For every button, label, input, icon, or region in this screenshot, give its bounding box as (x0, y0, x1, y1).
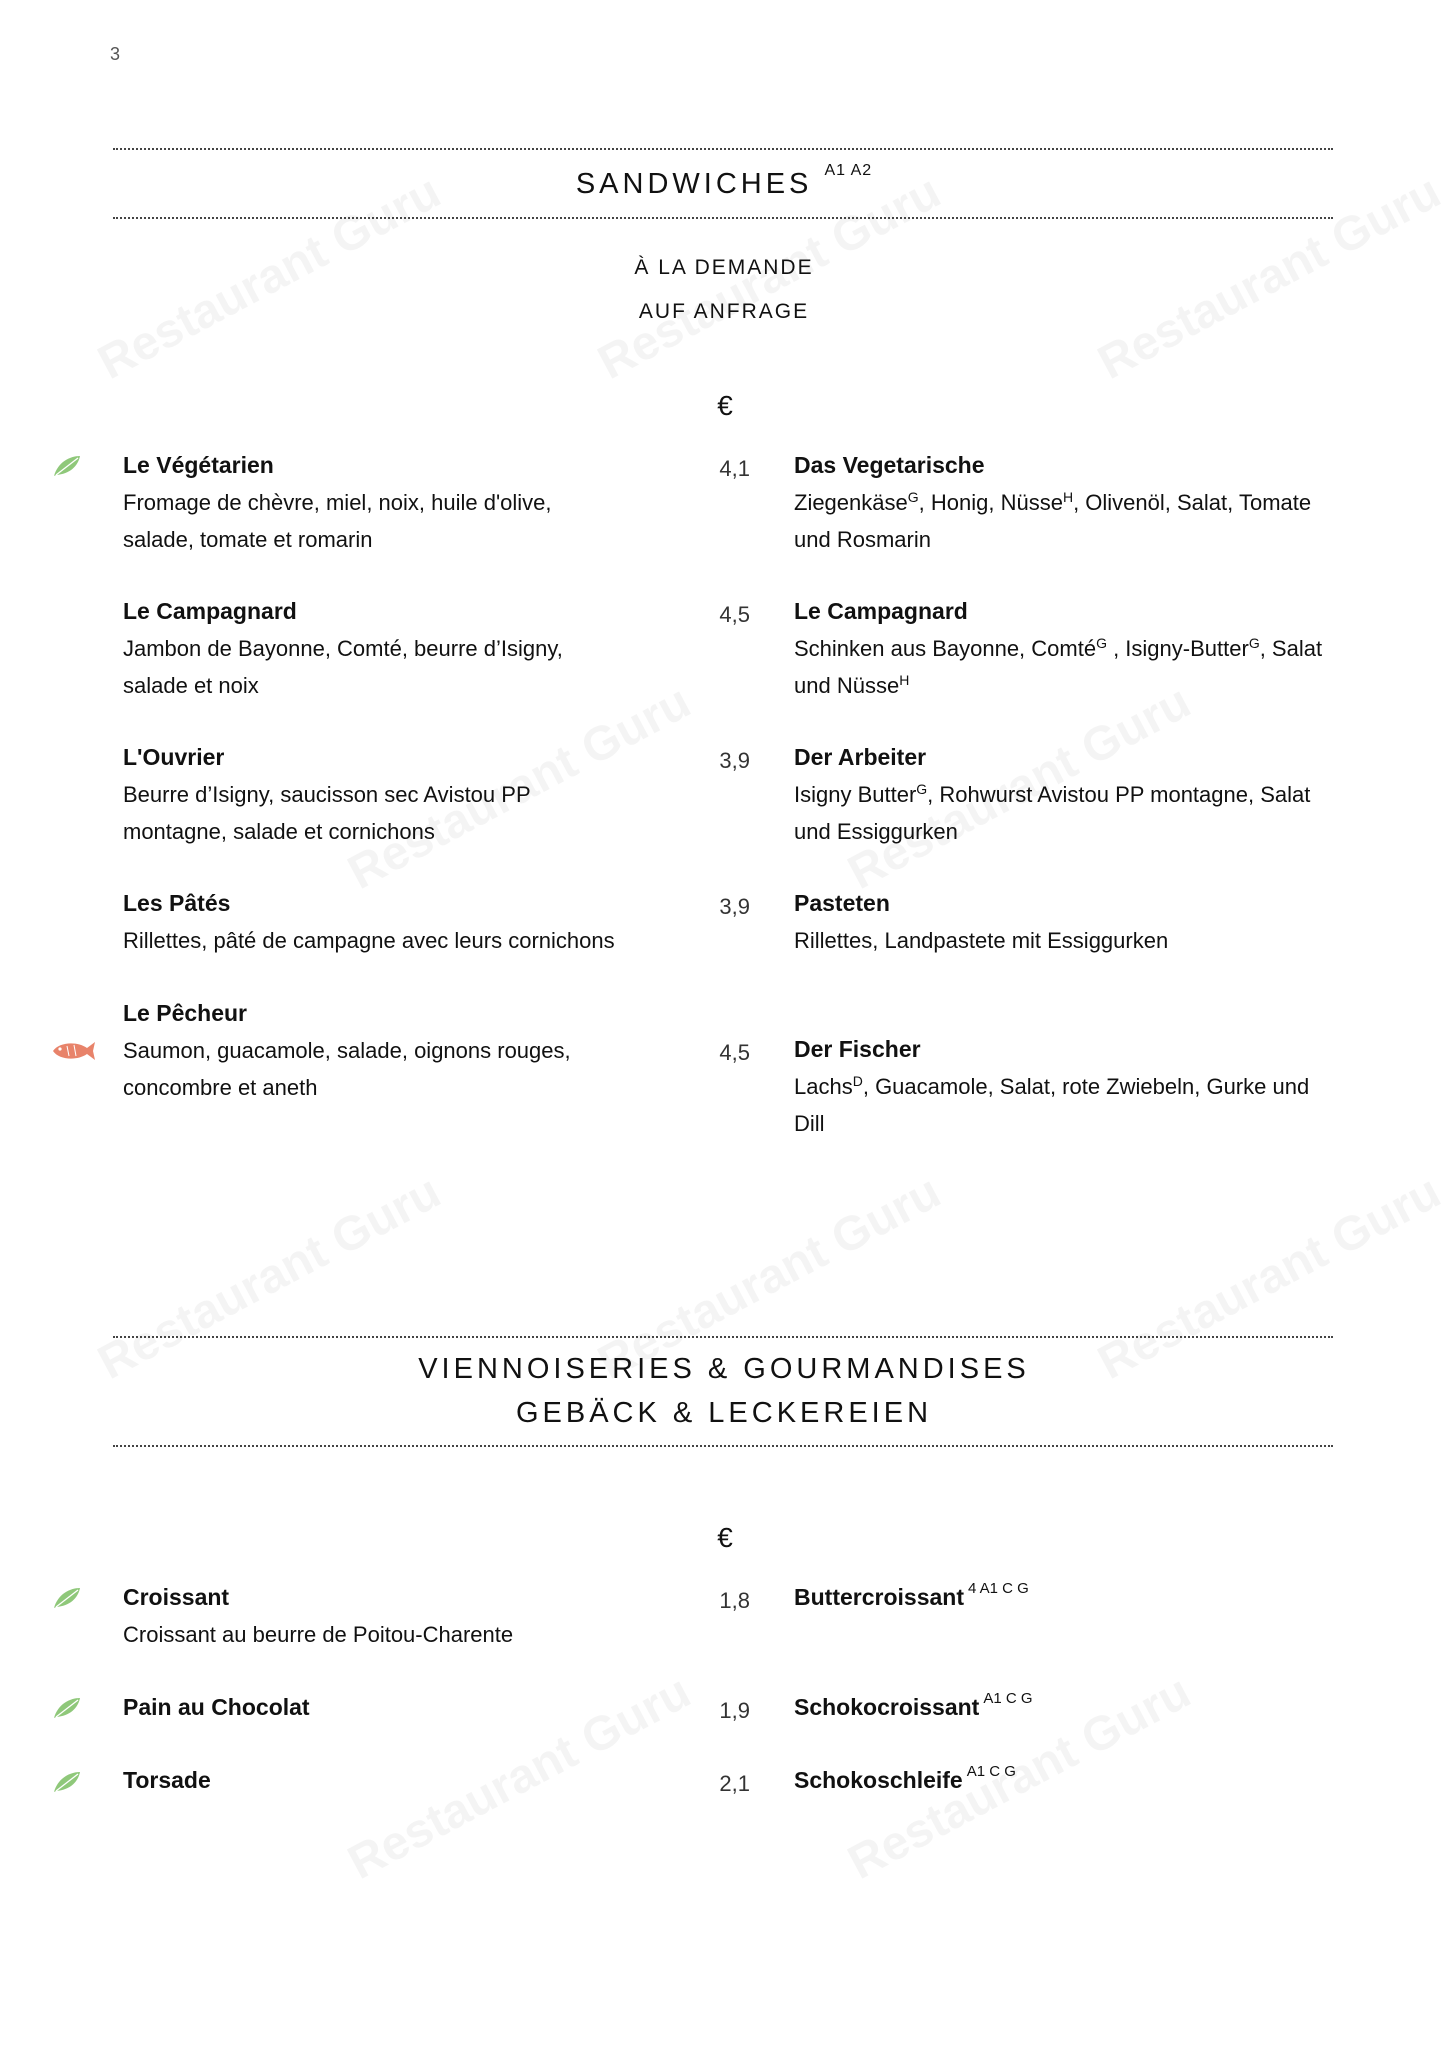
item-name-fr: Le Campagnard (123, 598, 297, 624)
section-title-sandwiches: SANDWICHES $^{A1 A2}$ (575, 162, 873, 200)
item-name-de: Pasteten (794, 890, 890, 916)
leaf-icon (52, 454, 82, 478)
item-description-de: Ziegenkäse$^G$, Honig, Nüsse$^H$, Olivenöl, Salat, Tomate und Rosmarin (794, 489, 1312, 552)
item-price: 3,9 (719, 748, 750, 773)
allergen-codes: A1 C G (983, 1690, 1033, 1707)
item-name-fr: Le Pêcheur (123, 1000, 247, 1026)
item-description-fr: Fromage de chèvre, miel, noix, huile d'olive, salade, tomate et romarin (123, 490, 552, 552)
item-name-de: Das Vegetarische (794, 452, 985, 478)
item-price: 4,1 (719, 456, 750, 481)
item-description-de: Schinken aus Bayonne, Comté$^G$ , Isigny-Butter$^G$, Salat und Nüsse$^H$ (794, 635, 1323, 698)
item-name-fr: Les Pâtés (123, 890, 231, 916)
item-description-fr: Beurre d’Isigny, saucisson sec Avistou PP montagne, salade et cornichons (123, 782, 531, 844)
item-price: 1,8 (719, 1588, 750, 1613)
item-name-de: Buttercroissant $^{4 A1 C G}$ (794, 1580, 1029, 1610)
leaf-icon (52, 1696, 82, 1720)
item-name-fr: Torsade (123, 1767, 211, 1793)
item-name-de: Schokocroissant $^{A1 C G}$ (794, 1690, 1033, 1720)
item-description-de: Rillettes, Landpastete mit Essiggurken (794, 928, 1169, 953)
fish-icon (47, 1038, 97, 1064)
item-price: 1,9 (719, 1698, 750, 1723)
item-name-de: Der Arbeiter (794, 744, 927, 770)
item-description-fr: Jambon de Bayonne, Comté, beurre d’Isigny, salade et noix (123, 636, 563, 698)
item-description-fr: Croissant au beurre de Poitou-Charente (123, 1622, 514, 1647)
item-description-de: Isigny Butter$^G$, Rohwurst Avistou PP montagne, Salat und Essiggurken (794, 781, 1311, 844)
item-price: 3,9 (719, 894, 750, 919)
item-description-fr: Rillettes, pâté de campagne avec leurs cornichons (123, 928, 615, 953)
subtitle-de: AUF ANFRAGE (638, 300, 810, 323)
divider (113, 217, 1333, 219)
leaf-icon (52, 1770, 82, 1794)
item-description-fr: Saumon, guacamole, salade, oignons rouges, concombre et aneth (123, 1038, 571, 1100)
item-name-fr: Croissant (123, 1584, 230, 1610)
divider (113, 1445, 1333, 1447)
item-name-de: Le Campagnard (794, 598, 968, 624)
subtitle-fr: À LA DEMANDE (634, 256, 814, 279)
item-name-fr: Le Végétarien (123, 452, 274, 478)
item-name-fr: L'Ouvrier (123, 744, 225, 770)
item-price: 2,1 (719, 1771, 750, 1796)
item-name-de: Schokoschleife $^{A1 C G}$ (794, 1763, 1016, 1793)
divider (113, 1336, 1333, 1338)
allergen-codes: A1 C G (966, 1763, 1016, 1780)
item-name-de: Der Fischer (794, 1036, 921, 1062)
divider (113, 148, 1333, 150)
currency-symbol: € (717, 1522, 733, 1553)
item-name-fr: Pain au Chocolat (123, 1694, 310, 1720)
section-title-pastries-de: GEBÄCK & LECKEREIEN (515, 1397, 933, 1429)
item-price: 4,5 (719, 1040, 750, 1065)
currency-symbol: € (717, 390, 733, 421)
allergen-codes: A1 A2 (824, 162, 873, 179)
item-price: 4,5 (719, 602, 750, 627)
leaf-icon (52, 1586, 82, 1610)
item-description-de: Lachs$^D$, Guacamole, Salat, rote Zwiebeln, Gurke und Dill (794, 1073, 1310, 1136)
page-number: 3 (110, 44, 121, 64)
section-title-pastries-fr: VIENNOISERIES & GOURMANDISES (418, 1353, 1030, 1385)
allergen-codes: 4 A1 C G (967, 1580, 1029, 1597)
